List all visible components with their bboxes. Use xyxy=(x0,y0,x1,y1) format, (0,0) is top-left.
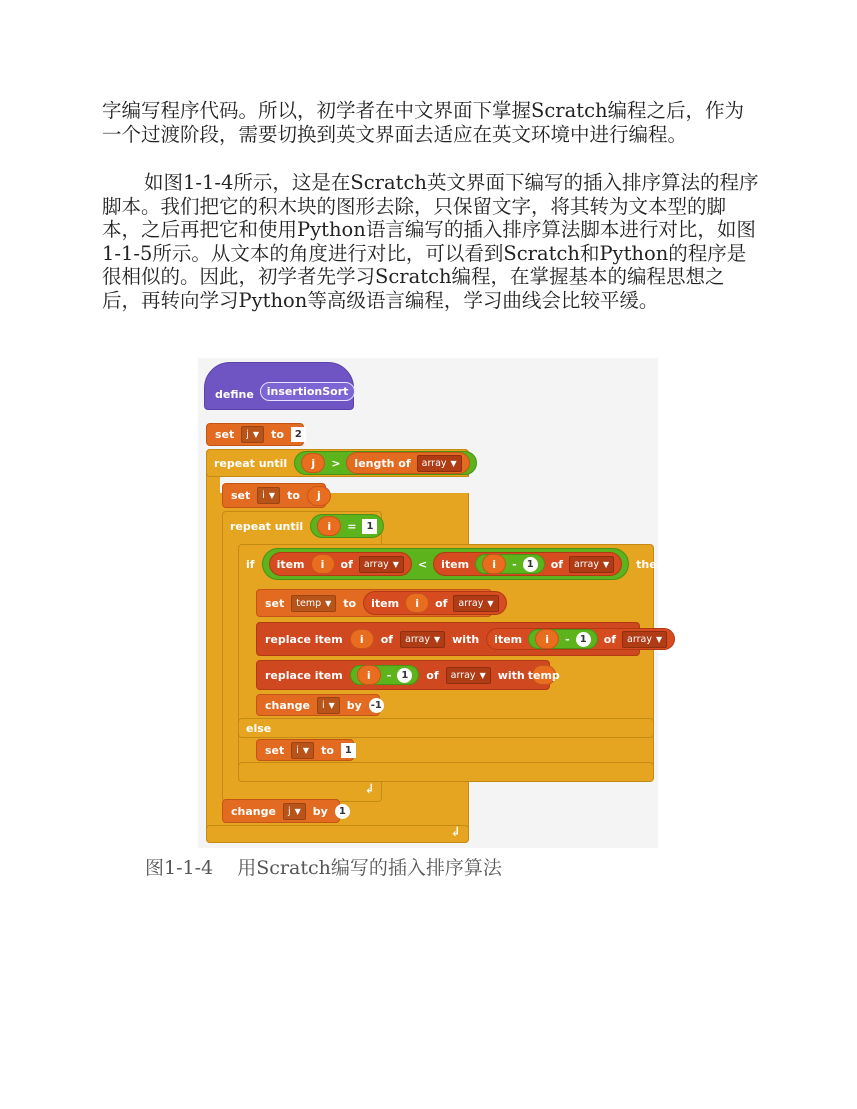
var-label: i xyxy=(296,744,299,756)
item-label: item xyxy=(441,557,470,571)
greater-than-operator[interactable] xyxy=(294,451,477,475)
set-temp-block[interactable] xyxy=(256,589,492,617)
repeat-until-inner-header xyxy=(230,514,384,538)
number-input[interactable]: 1 xyxy=(362,519,377,534)
of-label: of xyxy=(603,632,617,646)
var-j-reporter[interactable]: j xyxy=(301,453,325,473)
var-i-reporter[interactable]: i xyxy=(350,629,374,649)
list-dropdown[interactable] xyxy=(622,631,667,648)
minus-operator[interactable] xyxy=(350,665,420,685)
number-input[interactable]: 1 xyxy=(576,632,591,647)
minus-operator[interactable] xyxy=(528,629,598,649)
var-dropdown-i[interactable] xyxy=(257,487,280,504)
var-dropdown-j[interactable] xyxy=(283,803,306,820)
of-label: of xyxy=(435,596,448,610)
to-keyword: to xyxy=(287,489,300,502)
less-than-operator[interactable] xyxy=(262,548,630,580)
var-i-reporter[interactable]: i xyxy=(482,554,506,574)
dropdown-arrow-icon: ▼ xyxy=(487,598,494,608)
dropdown-arrow-icon: ▼ xyxy=(328,700,335,710)
dropdown-arrow-icon: ▼ xyxy=(479,670,486,680)
op-symbol: = xyxy=(347,519,357,533)
var-i-reporter[interactable]: i xyxy=(405,593,429,613)
define-keyword: define xyxy=(215,388,254,401)
var-i-reporter[interactable]: i xyxy=(317,516,341,536)
replace-item-block-2[interactable] xyxy=(256,660,560,690)
var-i-reporter[interactable]: i xyxy=(311,554,335,574)
length-of-label: length of xyxy=(354,456,411,470)
set-i-to-1-block[interactable] xyxy=(256,739,354,761)
list-label: array xyxy=(574,558,599,570)
repeat-until-keyword: repeat until xyxy=(230,519,304,533)
then-keyword: then xyxy=(636,557,665,571)
dropdown-arrow-icon: ▼ xyxy=(268,491,276,500)
dropdown-arrow-icon: ▼ xyxy=(655,634,663,644)
set-keyword: set xyxy=(265,596,285,610)
set-keyword: set xyxy=(265,743,285,757)
of-keyword: of xyxy=(380,632,394,646)
dropdown-arrow-icon: ▼ xyxy=(392,559,399,569)
with-keyword: with xyxy=(452,632,480,646)
list-dropdown[interactable] xyxy=(359,556,404,573)
set-keyword: set xyxy=(215,428,235,441)
list-label: array xyxy=(405,633,430,645)
else-keyword: else xyxy=(246,722,272,735)
with-keyword: with xyxy=(497,668,525,682)
var-label: j xyxy=(246,429,249,440)
set-i-block[interactable] xyxy=(222,483,326,508)
number-input[interactable]: 1 xyxy=(523,557,538,572)
dropdown-arrow-icon: ▼ xyxy=(450,458,457,468)
to-keyword: to xyxy=(321,743,334,757)
figure-caption: 图1-1-4 用Scratch编写的插入排序算法 xyxy=(145,857,502,879)
var-i-reporter[interactable]: i xyxy=(535,629,559,649)
loop-arrow-icon: ↲ xyxy=(450,825,461,840)
item-of-reporter[interactable] xyxy=(269,552,412,576)
item-label: item xyxy=(276,557,305,571)
var-label: temp xyxy=(296,597,322,609)
list-dropdown[interactable] xyxy=(400,631,445,648)
dropdown-arrow-icon: ▼ xyxy=(325,598,332,608)
dropdown-arrow-icon: ▼ xyxy=(433,634,441,644)
to-keyword: to xyxy=(343,596,357,610)
list-label: array xyxy=(421,457,447,469)
list-dropdown[interactable] xyxy=(417,455,462,472)
var-i-reporter[interactable]: i xyxy=(357,665,381,685)
repeat-until-outer-bottom xyxy=(206,825,469,843)
var-temp-reporter[interactable]: temp xyxy=(532,665,556,685)
equals-operator[interactable] xyxy=(310,514,384,538)
proc-name-param: insertionSort xyxy=(260,382,356,401)
minus-operator[interactable] xyxy=(475,554,545,574)
change-keyword: change xyxy=(231,804,276,818)
number-input[interactable]: 2 xyxy=(291,427,306,442)
item-label: item xyxy=(494,632,523,646)
dropdown-arrow-icon: ▼ xyxy=(252,430,260,439)
of-keyword: of xyxy=(426,668,439,682)
list-dropdown[interactable] xyxy=(446,667,491,684)
scratch-script-figure xyxy=(198,358,665,848)
to-keyword: to xyxy=(271,428,284,441)
var-label: i xyxy=(262,490,265,501)
list-dropdown[interactable] xyxy=(569,556,614,573)
change-keyword: change xyxy=(265,698,310,712)
op-symbol: > xyxy=(331,456,341,470)
of-label: of xyxy=(340,557,353,571)
else-bar xyxy=(238,718,654,738)
list-label: array xyxy=(363,558,389,570)
number-input[interactable]: -1 xyxy=(370,699,382,711)
number-input[interactable]: 1 xyxy=(397,668,412,683)
list-dropdown[interactable] xyxy=(453,595,498,612)
repeat-until-keyword: repeat until xyxy=(214,456,288,470)
item-of-reporter[interactable] xyxy=(433,552,622,576)
list-label: array xyxy=(627,633,652,645)
item-of-reporter[interactable] xyxy=(363,591,506,615)
of-label: of xyxy=(550,557,564,571)
set-j-block[interactable] xyxy=(206,423,304,446)
op-symbol: - xyxy=(512,557,517,571)
repeat-until-outer-header xyxy=(214,451,477,475)
if-header xyxy=(246,549,665,579)
dropdown-arrow-icon: ▼ xyxy=(602,559,610,569)
if-keyword: if xyxy=(246,557,255,571)
op-symbol: < xyxy=(417,557,428,571)
change-j-block[interactable] xyxy=(222,799,346,823)
define-hat-block[interactable] xyxy=(204,362,354,410)
op-symbol: - xyxy=(565,632,570,646)
paragraph-2: 如图1-1-4所示，这是在Scratch英文界面下编写的插入排序算法的程序脚本。我们把它的积木块的图形去除，只保留文字，将其转为文本型的脚本，之后再把它和使用Python语言编写的插入排序算法脚本进行对比，如图1-1-5所示。从文本的角度进行对比，可以看到Scratch和Python的程序是很相似的。因此，初学者先学习Scratch编程，在掌握基本的编程思想之后，再转向学习Python等高级语言编程，学习曲线会比较平缓。 xyxy=(102,171,759,312)
op-symbol: - xyxy=(386,668,392,682)
var-dropdown-i[interactable] xyxy=(291,742,314,759)
dropdown-arrow-icon: ▼ xyxy=(302,745,310,755)
item-of-reporter[interactable] xyxy=(486,628,675,650)
dropdown-arrow-icon: ▼ xyxy=(294,806,301,816)
replace-item-keyword: replace item xyxy=(265,632,343,646)
paragraph-1: 字编写程序代码。所以，初学者在中文界面下掌握Scratch编程之后，作为一个过渡阶段，需要切换到英文界面去适应在英文环境中进行编程。 xyxy=(102,99,745,146)
var-dropdown-temp[interactable] xyxy=(291,595,336,612)
var-j-reporter[interactable]: j xyxy=(307,486,331,506)
item-label: item xyxy=(371,596,400,610)
var-dropdown-j[interactable] xyxy=(241,426,264,443)
var-label: j xyxy=(287,805,291,817)
loop-arrow-icon: ↲ xyxy=(364,782,375,797)
if-else-bottom xyxy=(238,762,654,782)
replace-item-block-1[interactable] xyxy=(256,622,663,656)
length-of-reporter[interactable] xyxy=(346,452,469,474)
replace-item-keyword: replace item xyxy=(265,668,343,682)
set-keyword: set xyxy=(231,489,251,502)
list-label: array xyxy=(450,669,476,681)
number-input[interactable]: 1 xyxy=(335,804,350,819)
change-i-block[interactable] xyxy=(256,694,380,716)
by-keyword: by xyxy=(312,804,328,818)
number-input[interactable]: 1 xyxy=(341,743,356,758)
var-label: i xyxy=(321,699,325,711)
var-dropdown-i[interactable] xyxy=(317,697,340,714)
by-keyword: by xyxy=(346,698,362,712)
list-label: array xyxy=(458,597,484,609)
